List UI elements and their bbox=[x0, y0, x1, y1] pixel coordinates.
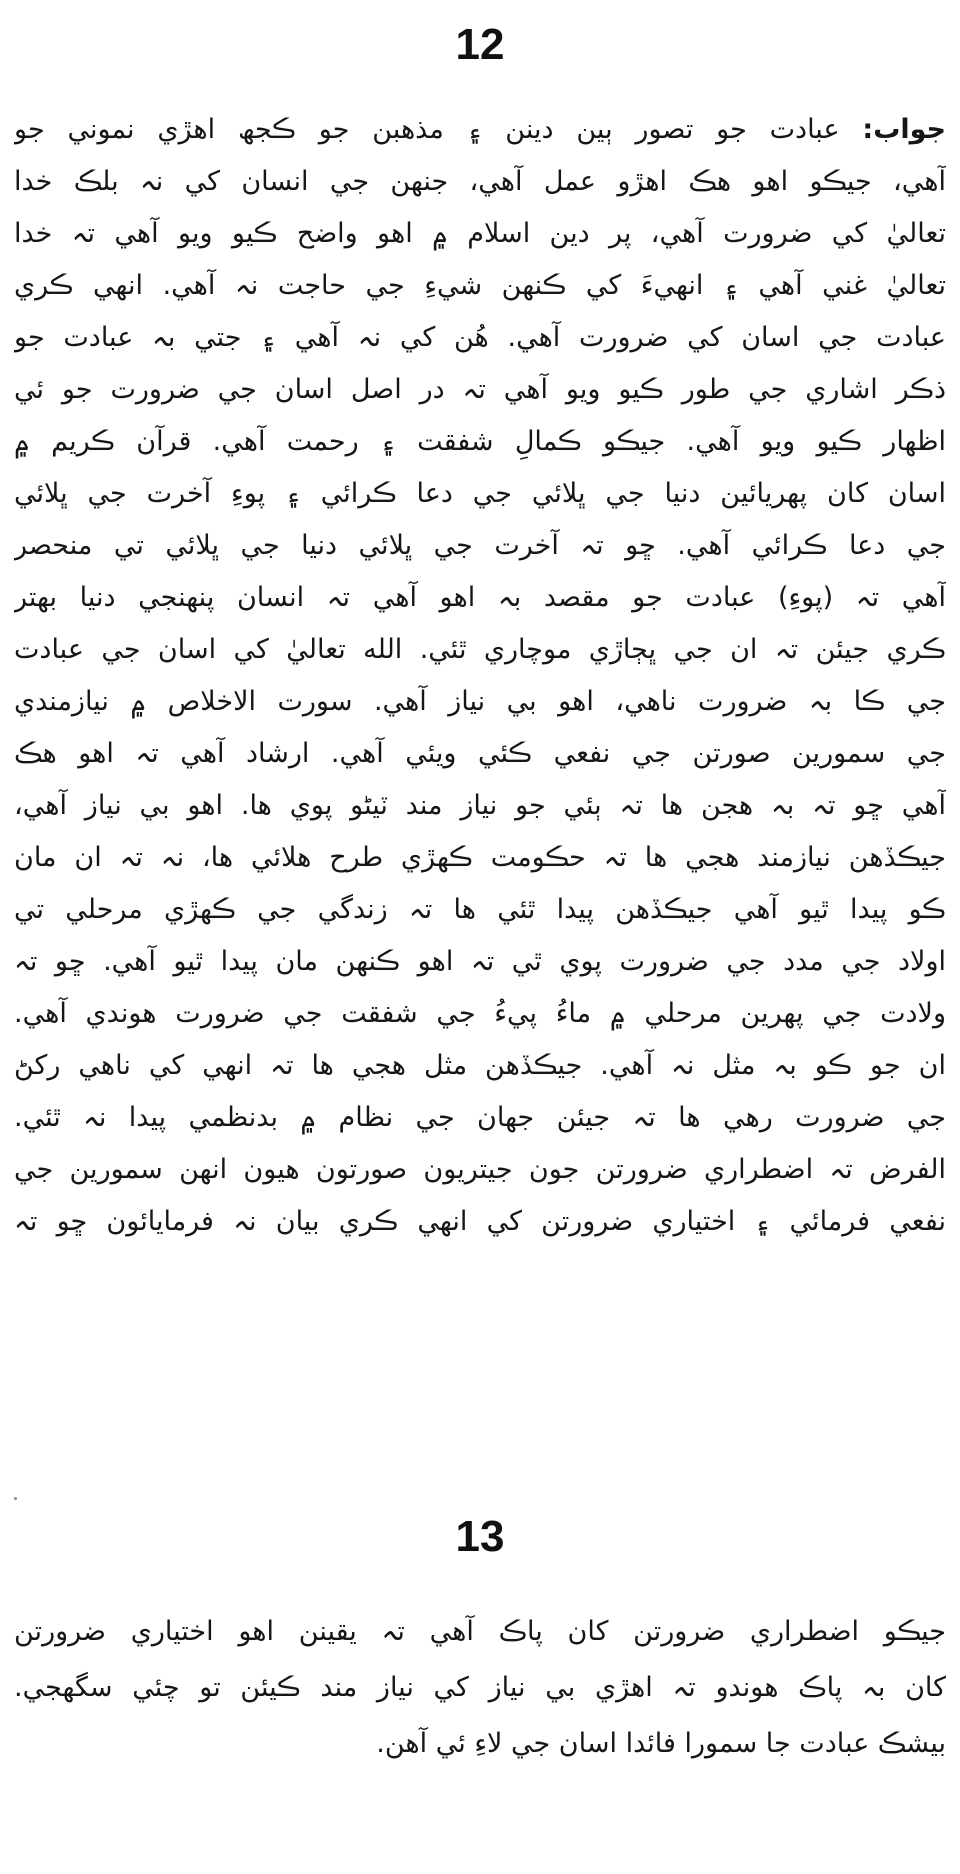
text-line: ذڪر اشاري جي طور ڪيو ويو آهي تہ در اصل اسان جي ضرورت جو ئي bbox=[14, 374, 946, 405]
answer-label: جواب: bbox=[862, 114, 946, 145]
text-line: ڪو پيدا ٿيو آهي جيڪڏهن پيدا ٿئي ها تہ زندگي جي ڪهڙي مرحلي تي bbox=[14, 894, 946, 925]
text-line: کان بہ پاڪ هوندو تہ اهڙي بي نياز کي نياز مند ڪيئن تو چئي سگھجي. bbox=[14, 1672, 946, 1703]
text-line: ڪري جيئن تہ ان جي ڀڄاڙي موچاري ٿئي. الله تعاليٰ کي اسان جي عبادت bbox=[14, 634, 946, 665]
text-line bbox=[14, 104, 946, 156]
text-line: جي سمورين صورتن جي نفعي ڪئي ويئي آهي. ارشاد آهي تہ اهو هڪ bbox=[14, 738, 946, 769]
text-line: آهي تہ (پوءِ) عبادت جو مقصد بہ اهو آهي تہ انسان پنهنجي دنيا بهتر bbox=[14, 582, 946, 613]
text-line: جي دعا ڪرائي آهي. ڇو تہ آخرت جي ڀلائي دنيا جي ڀلائي تي منحصر bbox=[14, 530, 946, 561]
page-number-12: 12 bbox=[455, 20, 505, 69]
text-line: اسان کان پهريائين دنيا جي ڀلائي جي دعا ڪرائي ۽ پوءِ آخرت جي ڀلائي bbox=[14, 478, 946, 509]
text-line: الفرض تہ اضطراري ضرورتن جون جيتريون صورتون هيون انهن سمورين جي bbox=[14, 1154, 946, 1185]
text-line: تعاليٰ غني آهي ۽ انهيءَ کي ڪنهن شيءِ جي حاجت نہ آهي. انهي ڪري bbox=[14, 270, 946, 301]
text-line-content: عبادت جو تصور ٻين دينن ۽ مذهبن جو ڪجھ اهڙي نموني جو bbox=[14, 114, 840, 145]
text-line: اظهار ڪيو ويو آهي. جيڪو ڪمالِ شفقت ۽ رحمت آهي. قرآن ڪريم ۾ bbox=[14, 426, 946, 457]
text-line: تعاليٰ کي ضرورت آهي، پر دين اسلام ۾ اهو واضح ڪيو ويو آهي تہ خدا bbox=[14, 218, 946, 249]
page-number-13: 13 bbox=[455, 1512, 505, 1561]
page-13-text-block bbox=[14, 1604, 946, 1772]
text-line: ان جو ڪو بہ مثل نہ آهي. جيڪڏهن مثل هجي ها تہ انهي کي ناهي رکڻ bbox=[14, 1050, 946, 1081]
text-line: آهي ڇو تہ بہ هجن ها تہ ٻئي جو نياز مند ٽيڻو پوي ها. اهو بي نياز آهي، bbox=[14, 790, 946, 821]
text-line: آهي، جيڪو اهو هڪ اهڙو عمل آهي، جنهن جي انسان کي نہ بلڪ خدا bbox=[14, 166, 946, 197]
text-line: اولاد جي مدد جي ضرورت پوي ٿي تہ اهو ڪنهن مان پيدا ٿيو آهي. ڇو تہ bbox=[14, 946, 946, 977]
page-12-text-block bbox=[14, 104, 946, 1248]
text-line: عبادت جي اسان کي ضرورت آهي. هُن کي نہ آهي ۽ جتي بہ عبادت جو bbox=[14, 322, 946, 353]
text-line: نفعي فرمائي ۽ اختياري ضرورتن کي انهي ڪري بيان نہ فرمايائون ڇو تہ bbox=[14, 1206, 946, 1237]
text-line: جيڪو اضطراري ضرورتن کان پاڪ آهي تہ يقينن اهو اختياري ضرورتن bbox=[14, 1616, 946, 1647]
text-line: ولادت جي پهرين مرحلي ۾ ماءُ پيءُ جي شفقت جي ضرورت هوندي آهي. bbox=[14, 998, 946, 1029]
text-line: جي ضرورت رهي ها تہ جيئن جهان جي نظام ۾ بدنظمي پيدا نہ ٿئي. bbox=[14, 1102, 946, 1133]
scan-speck bbox=[14, 1497, 17, 1500]
text-line: جي ڪا بہ ضرورت ناهي، اهو بي نياز آهي. سورت الاخلاص ۾ نيازمندي bbox=[14, 686, 946, 717]
text-line: بيشڪ عبادت جا سمورا فائدا اسان جي لاءِ ئي آهن. bbox=[376, 1728, 946, 1759]
text-line: جيڪڏهن نيازمند هجي ها تہ حڪومت ڪهڙي طرح هلائي ها، نہ تہ ان مان bbox=[14, 842, 946, 873]
